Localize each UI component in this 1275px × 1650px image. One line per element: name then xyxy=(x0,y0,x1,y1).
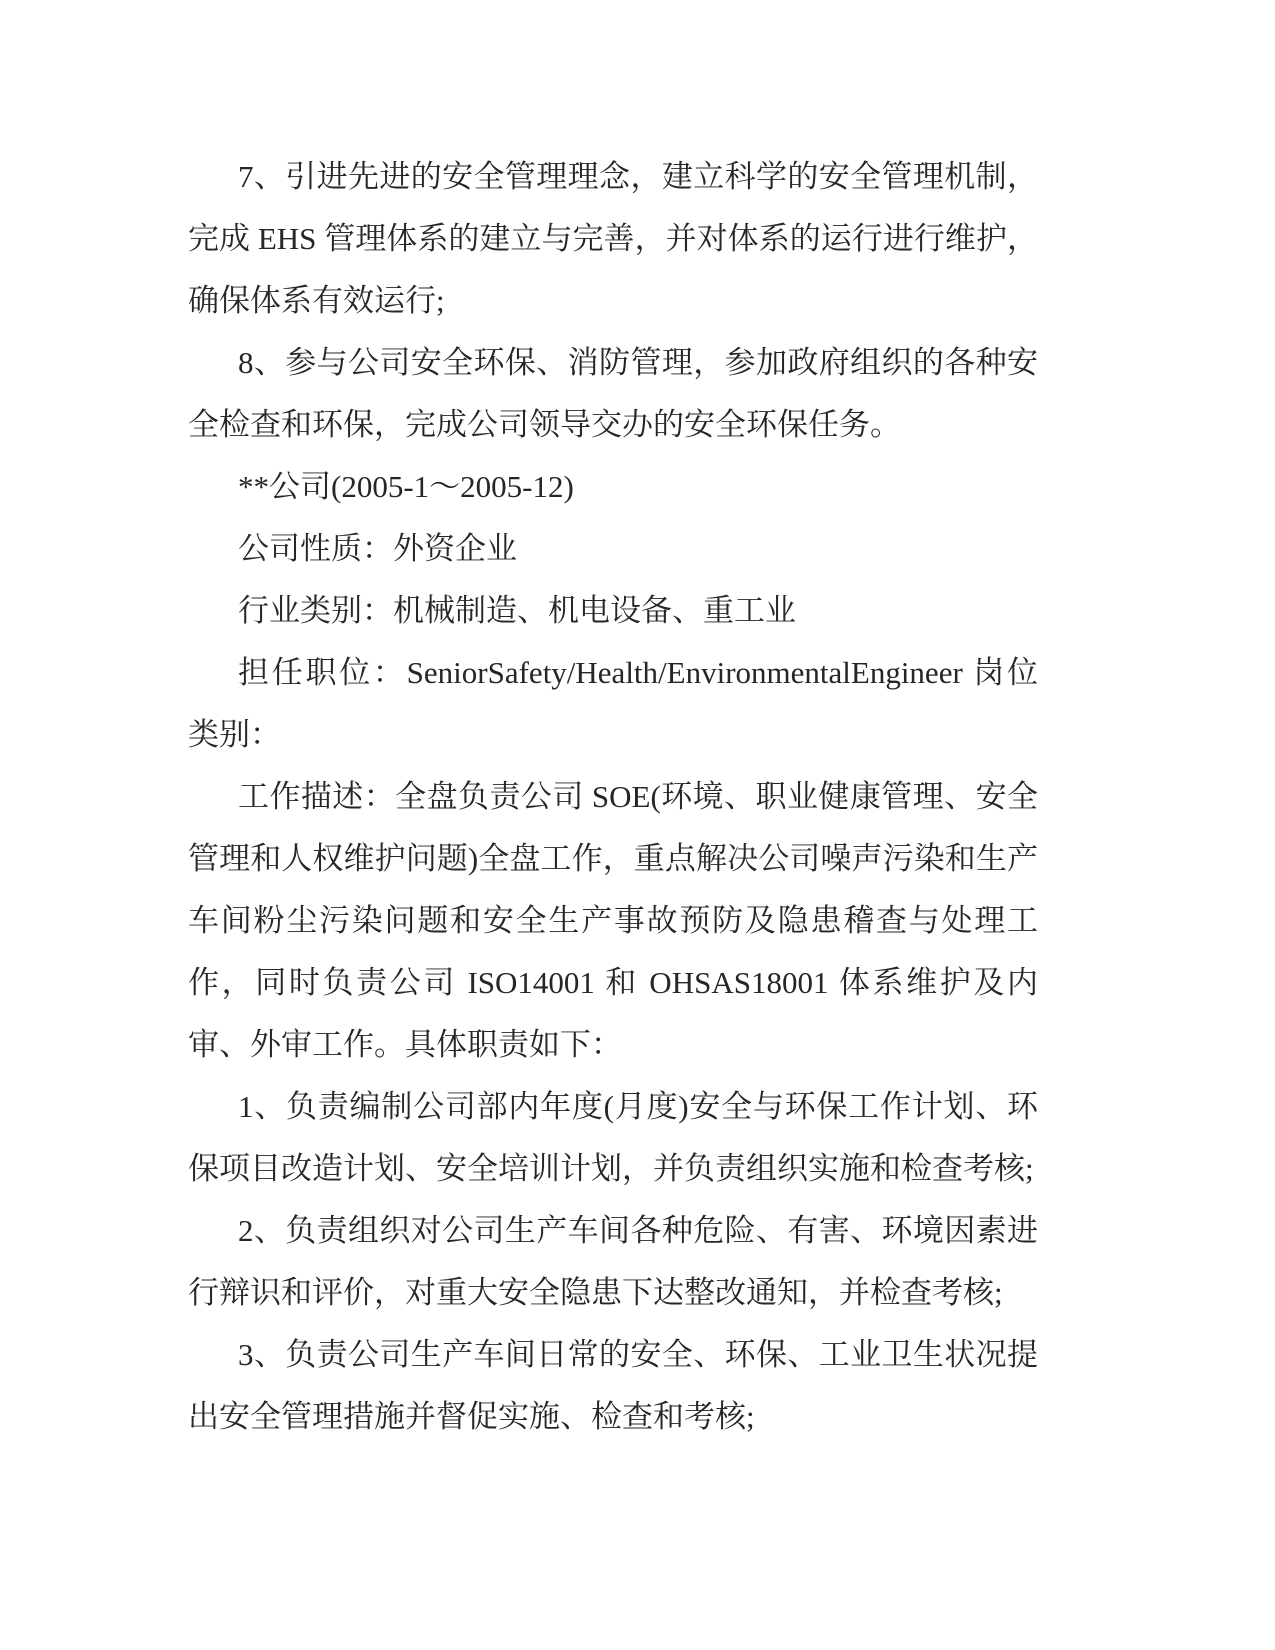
paragraph: 3、负责公司生产车间日常的安全、环保、工业卫生状况提出安全管理措施并督促实施、检查和考核; xyxy=(188,1337,1038,1434)
paragraph: 工作描述：全盘负责公司 SOE(环境、职业健康管理、安全管理和人权维护问题)全盘工作，重点解决公司噪声污染和生产车间粉尘污染问题和安全生产事故预防及隐患稽查与处理工作，同时负责公司 ISO14001 和 OHSAS18001 体系维护及内审、外审工作。具体职责如下： xyxy=(188,779,1038,1062)
document-body xyxy=(188,146,1038,1448)
paragraph: 2、负责组织对公司生产车间各种危险、有害、环境因素进行辩识和评价，对重大安全隐患下达整改通知，并检查考核; xyxy=(188,1213,1038,1310)
paragraph: 行业类别：机械制造、机电设备、重工业 xyxy=(238,593,796,628)
paragraph: **公司(2005-1～2005-12) xyxy=(238,469,574,504)
paragraph: 公司性质：外资企业 xyxy=(238,531,517,566)
paragraph: 7、引进先进的安全管理理念，建立科学的安全管理机制，完成 EHS 管理体系的建立与完善，并对体系的运行进行维护，确保体系有效运行; xyxy=(188,159,1038,318)
paragraph: 1、负责编制公司部内年度(月度)安全与环保工作计划、环保项目改造计划、安全培训计划，并负责组织实施和检查考核; xyxy=(188,1089,1038,1186)
paragraph: 8、参与公司安全环保、消防管理，参加政府组织的各种安全检查和环保，完成公司领导交办的安全环保任务。 xyxy=(188,345,1038,442)
paragraph: 担任职位：SeniorSafety/Health/EnvironmentalEngineer 岗位类别： xyxy=(188,655,1038,752)
